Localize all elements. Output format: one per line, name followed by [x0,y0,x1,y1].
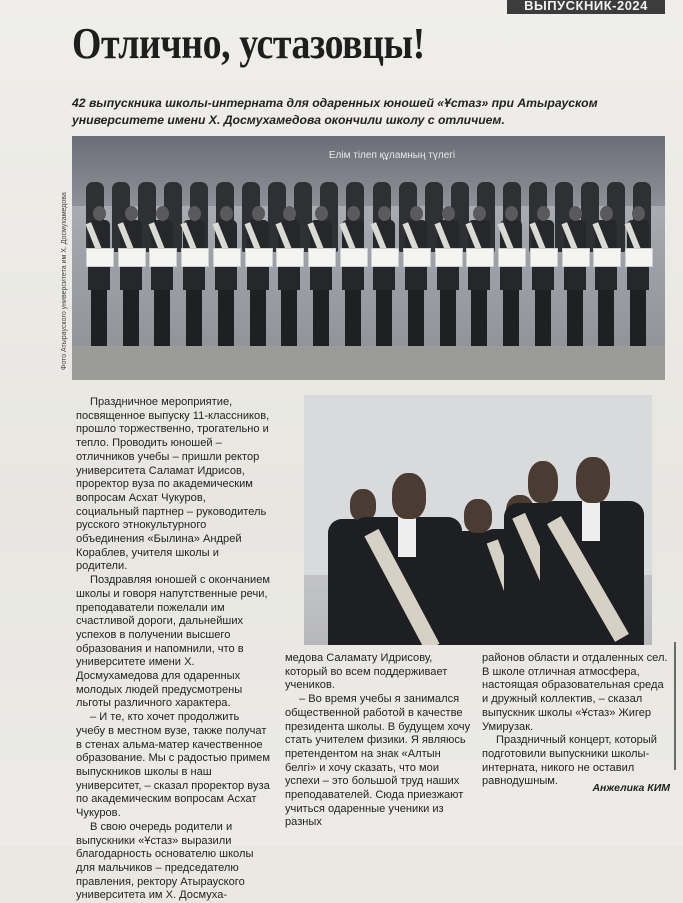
graduate-figure [435,206,461,352]
photo-banner-text: Елім тілеп құламның түлегі [328,150,456,161]
paragraph: Поздравляя юношей с окончанием школы и говоря напутственные речи, преподаватели пожелали им счастливой дороги, дальнейших успехов в получении высшего образования и напомнили, что в университете имени Х. Досмухамедова для одаренных молодых людей предусмотрены льготы различного характера. [76,574,270,710]
column-divider [674,642,676,770]
paragraph: В свою очередь родители и выпускники «Ұстаз» выразили благодарность основателю школы для мальчиков – председателю правления, ректору Атырауского университета им Х. Досмуха- [76,820,254,902]
graduate-figure [625,206,651,352]
article-column-2 [285,652,475,830]
graduate-figure [276,206,302,352]
graduate-figure [498,206,524,352]
author-signature: Анжелика КИМ [592,782,670,794]
graduate-figure [371,206,397,352]
graduate-figure [213,206,239,352]
graduate-figure [540,427,644,645]
photo-floor [72,346,665,380]
certificate [118,248,146,267]
paragraph: медова Саламату Идрисову, который во всем поддерживает учеников. [285,652,448,692]
graduate-figure [562,206,588,352]
certificate [371,248,399,267]
certificate [86,248,114,267]
front-row-graduates [86,206,651,352]
graduate-figure [86,206,112,352]
graduate-figure [466,206,492,352]
headline: Отлично, устазовцы! [72,19,425,68]
graduate-figure [118,206,144,352]
certificate [625,248,653,267]
article-column-3 [482,652,668,789]
graduate-figure [245,206,271,352]
certificate [593,248,621,267]
paragraph: – Во время учебы я занимался общественной работой в качестве президента школы. В будущем хочу стать учителем физики. Я являюсь претендентом на знак «Алтын белгі» и хочу сказать, что мои успехи – это большой труд наших преподавателей. Сюда приезжают учиться одаренные ученики из разных [285,693,471,829]
certificate [435,248,463,267]
paragraph: – И те, кто хочет продолжить учебу в местном вузе, также получат в стенах альма-матер качественное образование. Мы с радостью примем выпускников школы в наш университет, – сказал проректор вуза по академическим вопросам Асхат Чукуров. [76,711,270,820]
graduates-closeup-photo [304,395,652,645]
paragraph: Праздничный концерт, который подготовили выпускники школы-интерната, никого не оставил равнодушным. [482,734,657,788]
graduate-figure [340,206,366,352]
certificate [530,248,558,267]
certificate [340,248,368,267]
graduates-group-photo [72,136,665,380]
certificate [276,248,304,267]
certificate [403,248,431,267]
graduate-figure [181,206,207,352]
certificate [466,248,494,267]
certificate [213,248,241,267]
paragraph: районов области и отдаленных сел. В школе отличная атмосфера, настоящая образовательная среда и дружный коллектив, – сказал выпускник школы «Ұстаз» Жигер Умирузак. [482,652,668,733]
photo-credit: Фото Атырауского университета им Х. Досмухамедова [61,192,68,370]
certificate [245,248,273,267]
graduate-figure [403,206,429,352]
graduate-figure [308,206,334,352]
certificate [562,248,590,267]
graduate-figure [530,206,556,352]
certificate [308,248,336,267]
certificate [149,248,177,267]
article-column-1 [76,396,270,903]
lead-paragraph: 42 выпускника школы-интерната для одаренных юношей «Ұстаз» при Атырауском университете имени Х. Досмухамедова окончили школу с отличием. [72,96,598,127]
rubric-label: ВЫПУСКНИК-2024 [507,0,665,14]
certificate [498,248,526,267]
graduate-figure [593,206,619,352]
graduate-figure [149,206,175,352]
certificate [181,248,209,267]
paragraph: Праздничное мероприятие, посвященное выпуску 11-классников, прошло торжественно, трогательно и тепло. Проводить юношей – отличников учебы – пришли ректор университета Саламат Идрисов, проректор вуза по академическим вопросам Асхат Чукуров, социальный партнер – руководитель русского этнокультурного объединения «Былина» Андрей Кораблев, учителя школы и родители. [76,396,270,573]
